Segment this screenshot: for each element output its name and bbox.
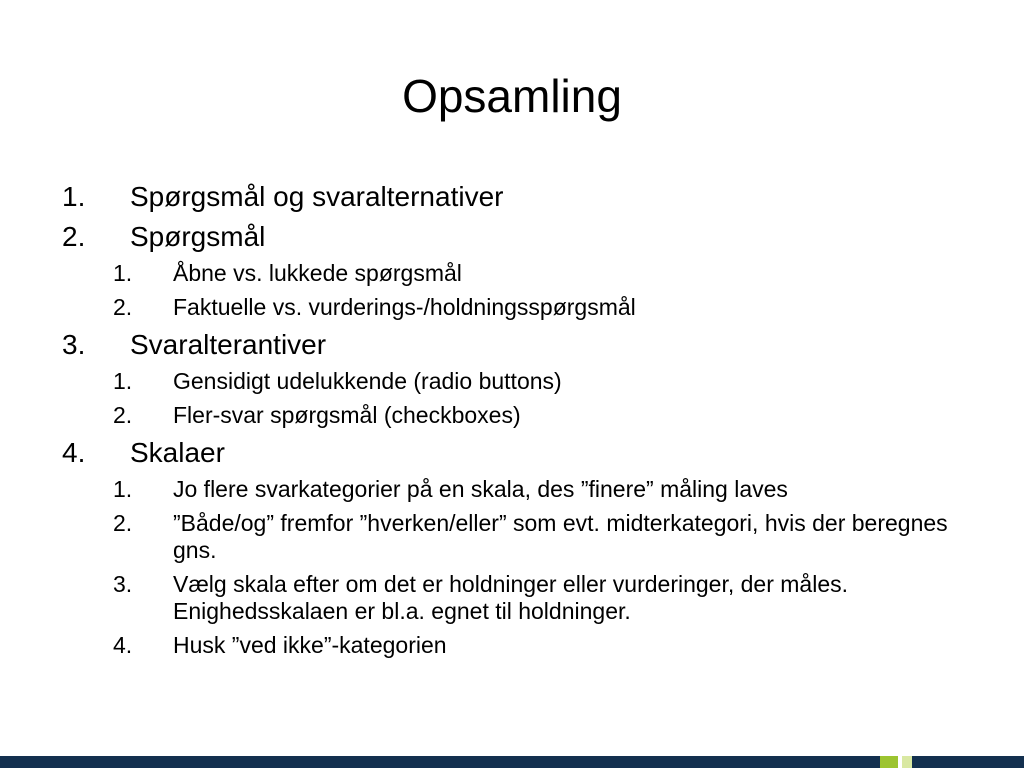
outline-list [60,176,980,666]
outline-subitem-text: Husk ”ved ikke”-kategorien [173,632,447,658]
outline-subitem [60,632,980,659]
footer-accent-square [902,756,912,768]
outline-subitem-number: 1. [113,368,133,394]
outline-subitem [60,294,980,321]
outline-subitem-number: 2. [113,510,133,536]
slide-title: Opsamling [402,70,622,122]
outline-subitem [60,510,980,564]
outline-subitem-number: 1. [113,476,133,502]
outline-item-2 [60,220,980,254]
outline-subitem [60,260,980,287]
outline-subitem-text: Vælg skala efter om det er holdninger eller vurderinger, der måles. Enighedsskalaen er bl.a. egnet til holdninger. [173,571,849,624]
outline-item-4 [60,436,980,470]
outline-item-number: 3. [62,329,86,360]
outline-item-number: 2. [62,221,86,252]
outline-item-label: Svaralterantiver [130,329,327,360]
outline-subitem-text: Åbne vs. lukkede spørgsmål [173,260,462,286]
outline-subitem [60,368,980,395]
outline-subitem [60,402,980,429]
outline-subitem-text: Faktuelle vs. vurderings-/holdningsspørgsmål [173,294,636,320]
outline-item-label: Spørgsmål og svaralternativer [130,181,504,212]
outline-subitem-text: Fler-svar spørgsmål (checkboxes) [173,402,521,428]
outline-subitem-number: 3. [113,571,133,597]
outline-subitem-number: 2. [113,402,133,428]
outline-item-number: 1. [62,181,86,212]
outline-subitem-number: 2. [113,294,133,320]
outline-subitem [60,571,980,625]
footer-accent-square [880,756,898,768]
outline-item-label: Spørgsmål [130,221,266,252]
outline-subitem-number: 1. [113,260,133,286]
outline-item-label: Skalaer [130,437,225,468]
outline-subitem-text: Jo flere svarkategorier på en skala, des ”finere” måling laves [173,476,788,502]
outline-item-number: 4. [62,437,86,468]
outline-subitem [60,476,980,503]
outline-subitem-text: Gensidigt udelukkende (radio buttons) [173,368,562,394]
outline-item-3 [60,328,980,362]
outline-subitem-number: 4. [113,632,133,658]
outline-subitem-text: ”Både/og” fremfor ”hverken/eller” som evt. midterkategori, hvis der beregnes gns. [173,510,948,563]
outline-item-1 [60,180,980,214]
footer-bar [0,756,1024,768]
